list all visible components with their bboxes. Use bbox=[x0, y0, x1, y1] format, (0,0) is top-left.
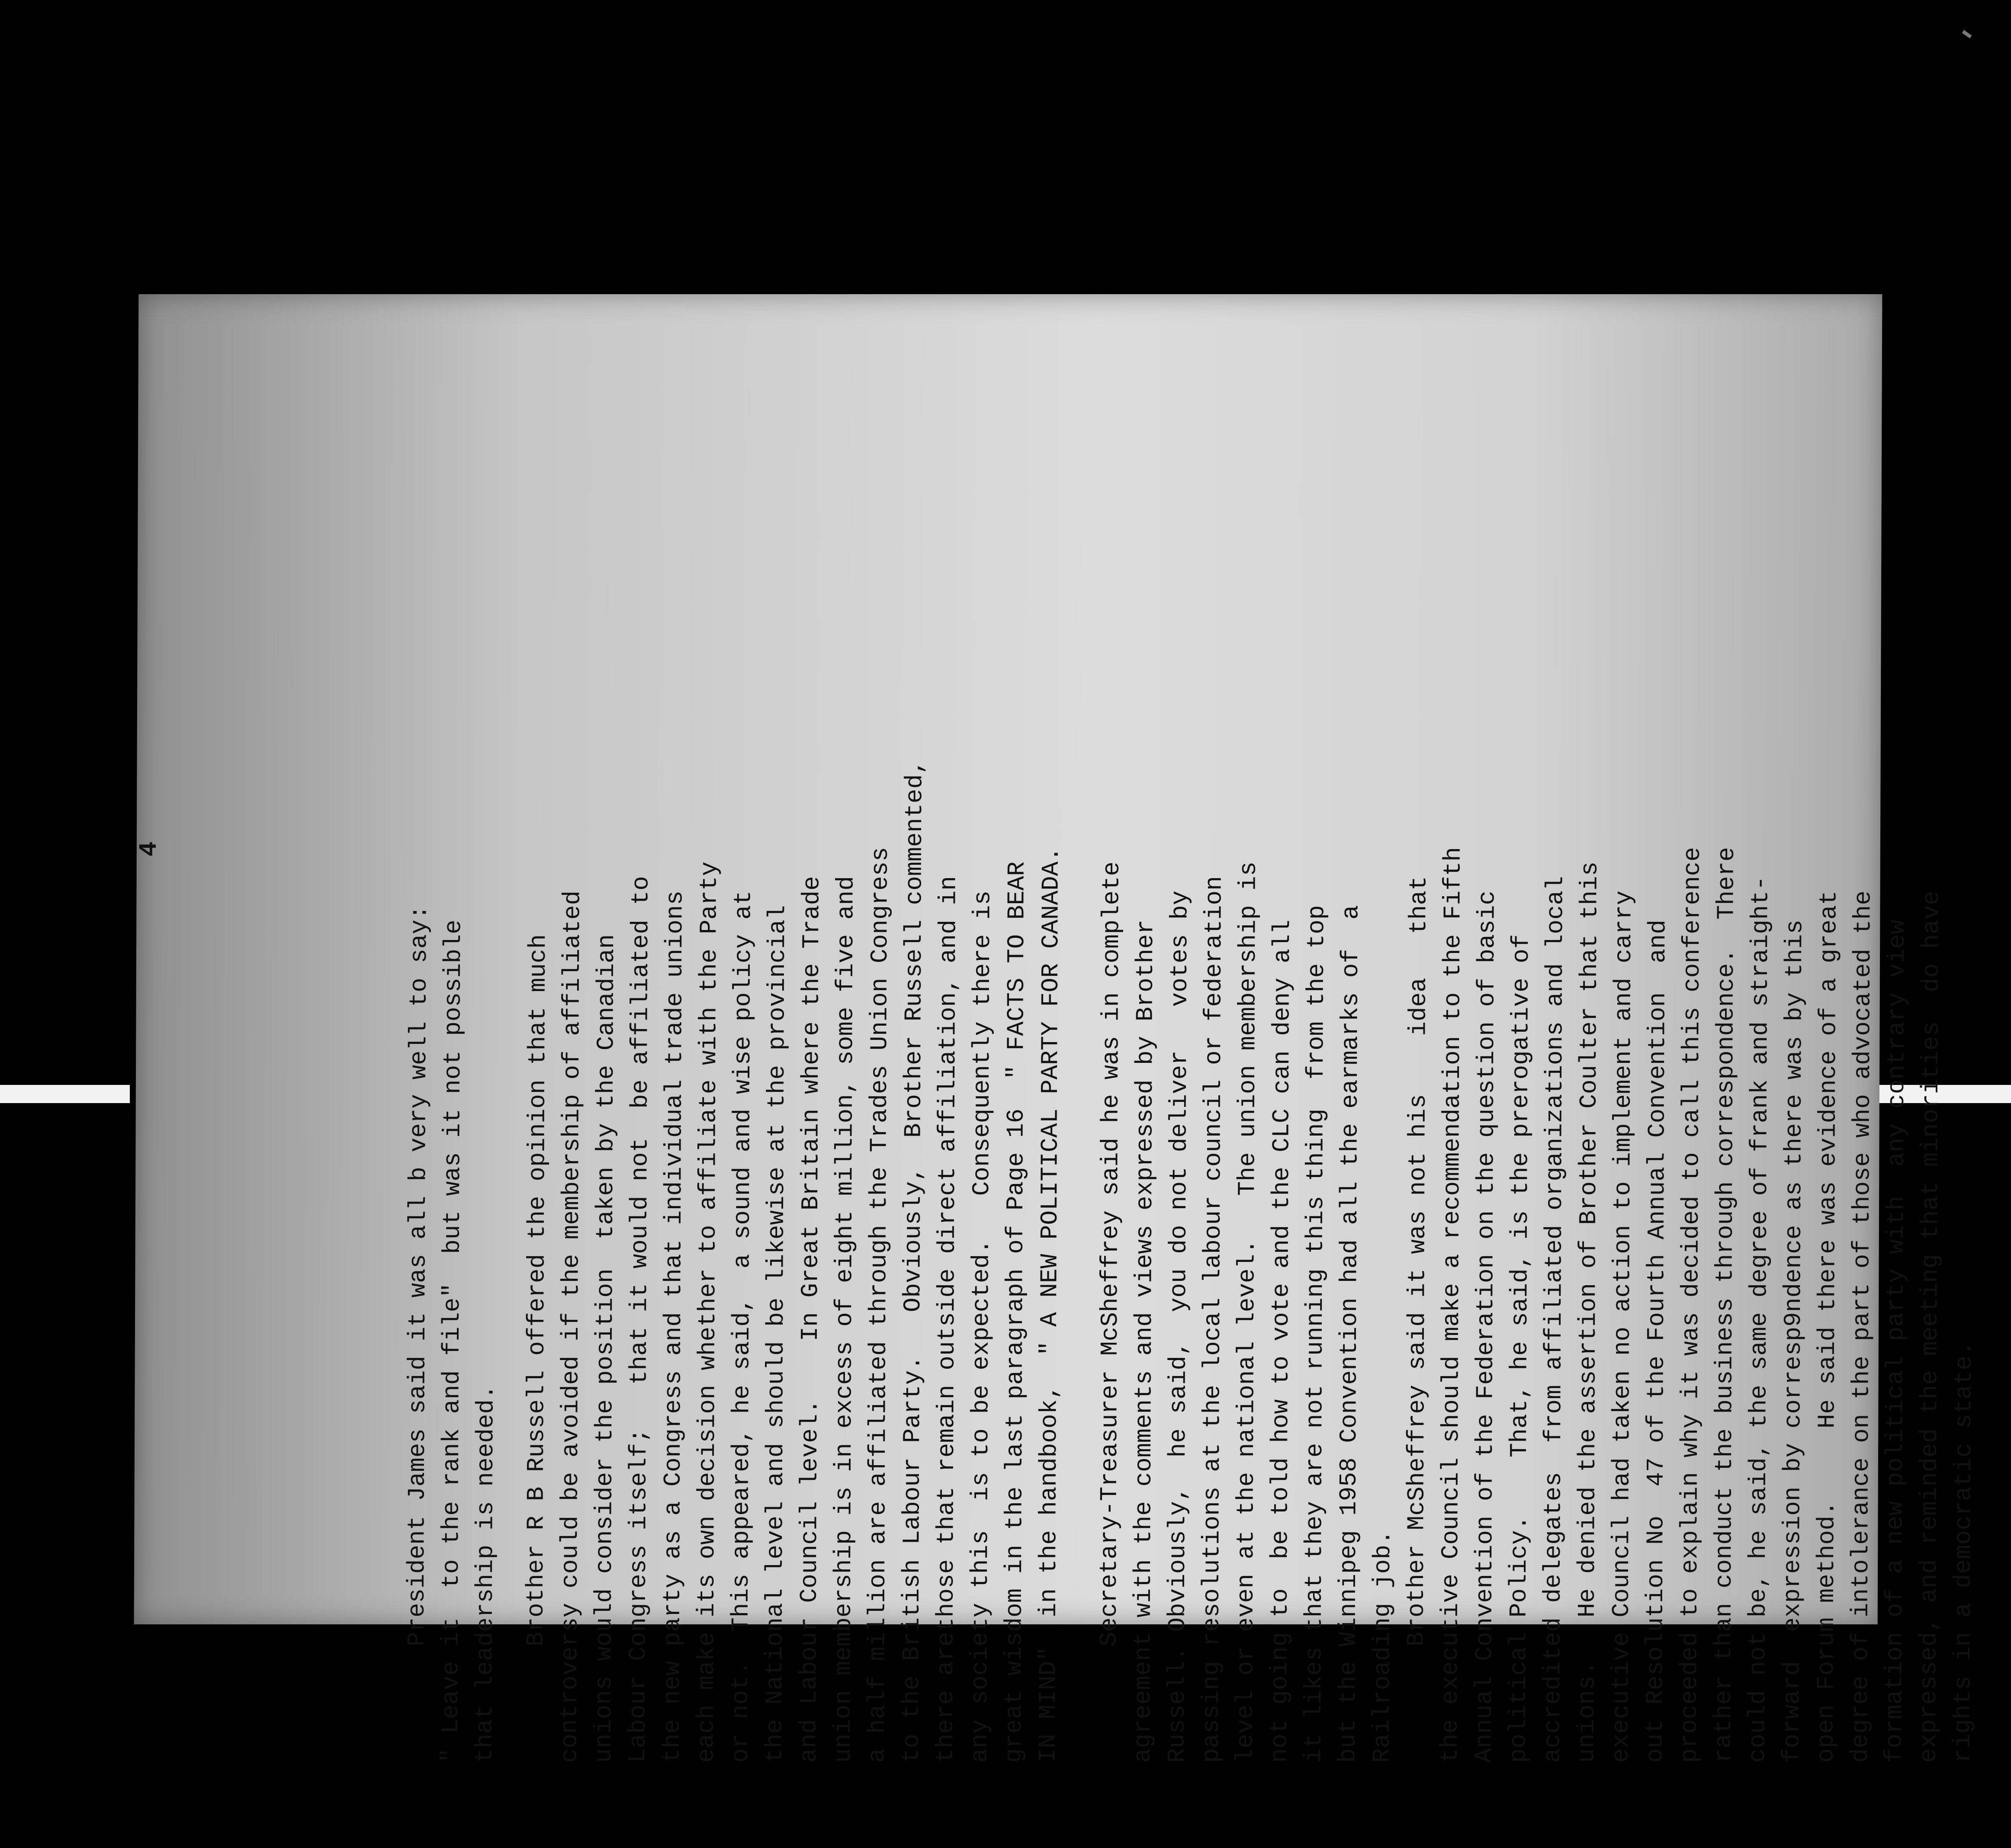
text-line: any society this is to be expected. Consequently there is bbox=[966, 890, 997, 1763]
text-line: and Labour Council level. In Great Britain where the Trade bbox=[795, 876, 826, 1763]
text-line: that leadership is needed. bbox=[471, 1385, 500, 1763]
text-line: executive Council had taken no action to implement and carry bbox=[1607, 890, 1638, 1763]
paragraph-president-james bbox=[400, 681, 506, 1763]
paragraph-brother-mcsheffrey bbox=[1399, 681, 1984, 1763]
text-line: unions would consider the position taken by the Canadian bbox=[590, 934, 621, 1763]
text-line: great wisdom in the last paragraph of Page 16 " FACTS TO BEAR bbox=[1000, 861, 1031, 1763]
paragraph-secretary-treasurer bbox=[1092, 681, 1404, 1763]
text-line: could not be, he said, the same degree of frank and straight- bbox=[1744, 876, 1775, 1763]
text-line: degree of intolerance on the part of those who advocated the bbox=[1846, 890, 1877, 1763]
text-line: to the British Labour Party. Obviously, Brother Russell commented, bbox=[897, 760, 929, 1763]
text-line: political Policy. That, he said, is the prerogative of bbox=[1504, 934, 1536, 1763]
text-line: the new party as a Congress and that individual trade unions bbox=[658, 890, 689, 1763]
text-line: the National level and should be likewise at the provincial bbox=[761, 905, 792, 1763]
text-line: Labour Congress itself; that it would not be affiliated to bbox=[624, 876, 655, 1763]
text-line: passing resolutions at the local labour council or federation bbox=[1197, 876, 1228, 1763]
text-line: each make its own decision whether to affiliate with the Party bbox=[692, 861, 723, 1763]
text-line: rather than conduct the business through correspondence. There bbox=[1709, 847, 1741, 1763]
rotated-text-block bbox=[135, 681, 1978, 1763]
text-line: a half million are affiliated through the Trades Union Congress bbox=[863, 847, 894, 1763]
text-line: IN MIND" in the handbook, " A NEW POLITICAL PARTY FOR CANADA. bbox=[1034, 847, 1065, 1763]
text-line: Secretary-Treasurer McSheffrey said he was in complete bbox=[1095, 861, 1126, 1763]
text-line: expressed, and reminded the meeting that minorities do have bbox=[1915, 890, 1946, 1763]
text-line: or not. This appeared, he said, a sound and wise policy at bbox=[726, 890, 758, 1763]
text-line: Annual Convention of the Federation on the question of basic bbox=[1470, 890, 1501, 1763]
film-scratch-mark bbox=[1962, 30, 1972, 38]
text-line: formation of a new political party with any contrary view bbox=[1880, 919, 1911, 1763]
paragraph-brother-russell bbox=[519, 681, 1070, 1763]
text-line: open Forum method. He said there was evidence of a great bbox=[1812, 890, 1843, 1763]
text-line: not going to be told how to vote and the CLC can deny all bbox=[1266, 919, 1297, 1763]
punch-hole bbox=[448, 1808, 485, 1845]
document-page bbox=[134, 294, 1978, 1763]
text-line: Railroading job. bbox=[1368, 1530, 1397, 1763]
text-line: out Resolution No 47 of the Fourth Annual Convention and bbox=[1641, 919, 1672, 1763]
text-line: controversy could be avoided if the membership of affiliated bbox=[556, 890, 587, 1763]
text-line: " Leave it to the rank and file" but was it not possible bbox=[437, 919, 468, 1763]
text-line: the executive Council should make a recommendation to the Fifth bbox=[1436, 847, 1467, 1763]
text-line: forward expression by corresp9ndence as there was by this bbox=[1778, 919, 1809, 1763]
text-line: but the Winnipeg 1958 Convention had all the earmarks of a bbox=[1334, 905, 1365, 1763]
text-line: Brother R B Russell offered the opinion that much bbox=[521, 934, 553, 1763]
text-line: Brother McSheffrey said it was not his idea that bbox=[1402, 876, 1433, 1763]
text-line: unions. He denied the assertion of Brother Coulter that this bbox=[1573, 861, 1604, 1763]
text-line: there arethose that remain outside direct affiliation, and in bbox=[932, 876, 963, 1763]
film-edge-band-left bbox=[0, 1085, 130, 1103]
page-number: 4 bbox=[135, 841, 164, 857]
text-line: President James said it was all b very well to say: bbox=[402, 905, 434, 1763]
text-line: accredited delegates from affiliated organizations and local bbox=[1539, 876, 1570, 1763]
text-line: Russell. Obviously, he said, you do not deliver votes by bbox=[1163, 890, 1194, 1763]
text-line: it likes that they are not running this thing from the top bbox=[1300, 905, 1331, 1763]
text-line: agreement with the comments and views expressed by Brother bbox=[1129, 919, 1160, 1763]
text-line: proceeded to explain why it was decided to call this conference bbox=[1675, 847, 1706, 1763]
text-line: rights in a democratic state. bbox=[1949, 1341, 1978, 1763]
text-line: union membership is in excess of eight million, some five and bbox=[829, 876, 860, 1763]
text-line: level or even at the national level. The union membership is bbox=[1231, 861, 1262, 1763]
